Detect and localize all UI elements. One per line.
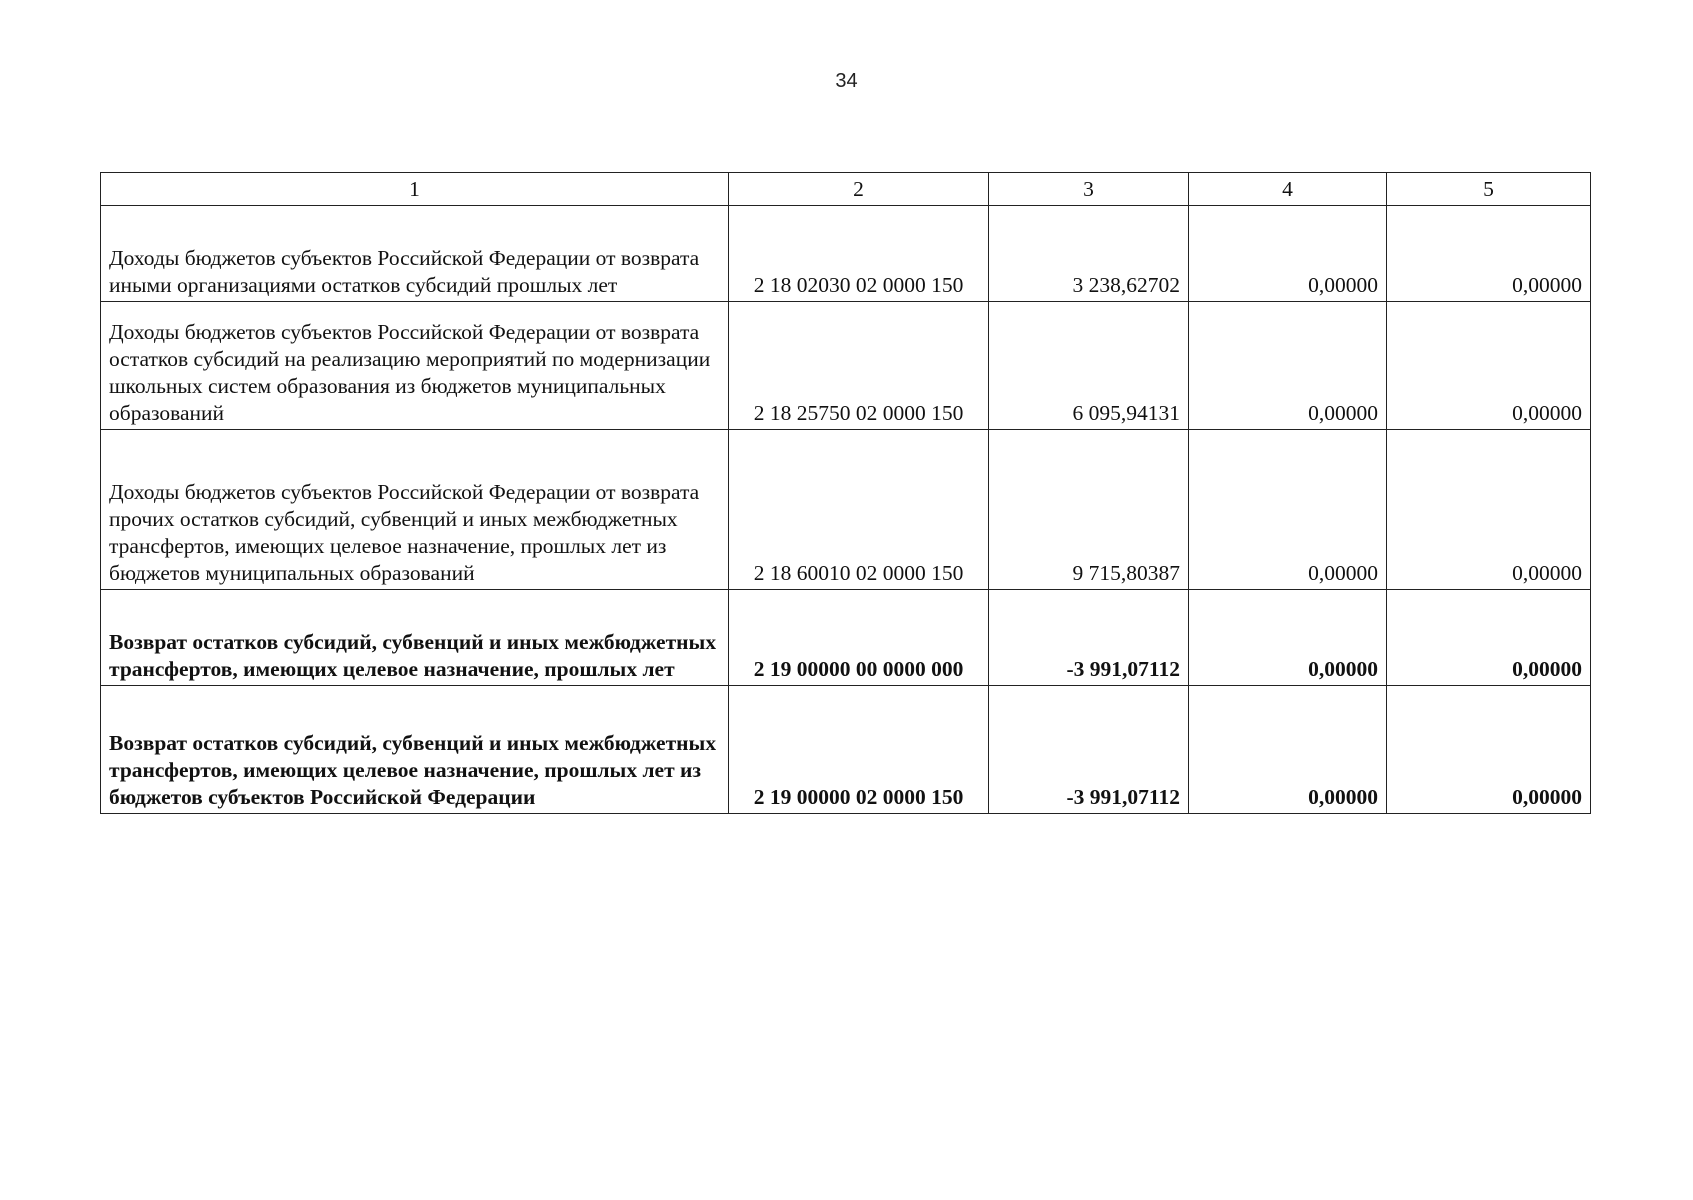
row-col5-value: 0,00000 — [1387, 590, 1591, 686]
row-col4-value: 0,00000 — [1189, 430, 1387, 590]
row-col4-value: 0,00000 — [1189, 206, 1387, 302]
row-col5-value: 0,00000 — [1387, 206, 1591, 302]
header-col-4: 4 — [1189, 173, 1387, 206]
row-col3-value: 3 238,62702 — [989, 206, 1189, 302]
row-col4-value: 0,00000 — [1189, 590, 1387, 686]
page-number: 34 — [835, 70, 858, 92]
row-code: 2 19 00000 00 0000 000 — [729, 590, 989, 686]
row-name: Доходы бюджетов субъектов Российской Федерации от возврата иными организациями остатков субсидий прошлых лет — [101, 206, 729, 302]
row-name: Доходы бюджетов субъектов Российской Федерации от возврата остатков субсидий на реализацию мероприятий по модернизации школьных систем образования из бюджетов муниципальных образований — [101, 302, 729, 430]
table-header-row — [101, 173, 1591, 206]
header-col-5: 5 — [1387, 173, 1591, 206]
row-col5-value: 0,00000 — [1387, 430, 1591, 590]
row-name: Возврат остатков субсидий, субвенций и иных межбюджетных трансфертов, имеющих целевое назначение, прошлых лет — [101, 590, 729, 686]
table-row — [101, 590, 1591, 686]
row-col5-value: 0,00000 — [1387, 302, 1591, 430]
table-row — [101, 206, 1591, 302]
table-row — [101, 686, 1591, 814]
row-col4-value: 0,00000 — [1189, 686, 1387, 814]
header-col-2: 2 — [729, 173, 989, 206]
table-row — [101, 302, 1591, 430]
row-col5-value: 0,00000 — [1387, 686, 1591, 814]
row-col3-value: 9 715,80387 — [989, 430, 1189, 590]
row-code: 2 18 60010 02 0000 150 — [729, 430, 989, 590]
row-name: Доходы бюджетов субъектов Российской Федерации от возврата прочих остатков субсидий, субвенций и иных межбюджетных трансфертов, имеющих целевое назначение, прошлых лет из бюджетов муниципальных образований — [101, 430, 729, 590]
row-col3-value: -3 991,07112 — [989, 590, 1189, 686]
table-row — [101, 430, 1591, 590]
row-code: 2 18 02030 02 0000 150 — [729, 206, 989, 302]
row-col3-value: 6 095,94131 — [989, 302, 1189, 430]
header-col-3: 3 — [989, 173, 1189, 206]
budget-table — [100, 172, 1591, 814]
row-col3-value: -3 991,07112 — [989, 686, 1189, 814]
row-name: Возврат остатков субсидий, субвенций и иных межбюджетных трансфертов, имеющих целевое назначение, прошлых лет из бюджетов субъектов Российской Федерации — [101, 686, 729, 814]
row-code: 2 19 00000 02 0000 150 — [729, 686, 989, 814]
row-col4-value: 0,00000 — [1189, 302, 1387, 430]
header-col-1: 1 — [101, 173, 729, 206]
row-code: 2 18 25750 02 0000 150 — [729, 302, 989, 430]
